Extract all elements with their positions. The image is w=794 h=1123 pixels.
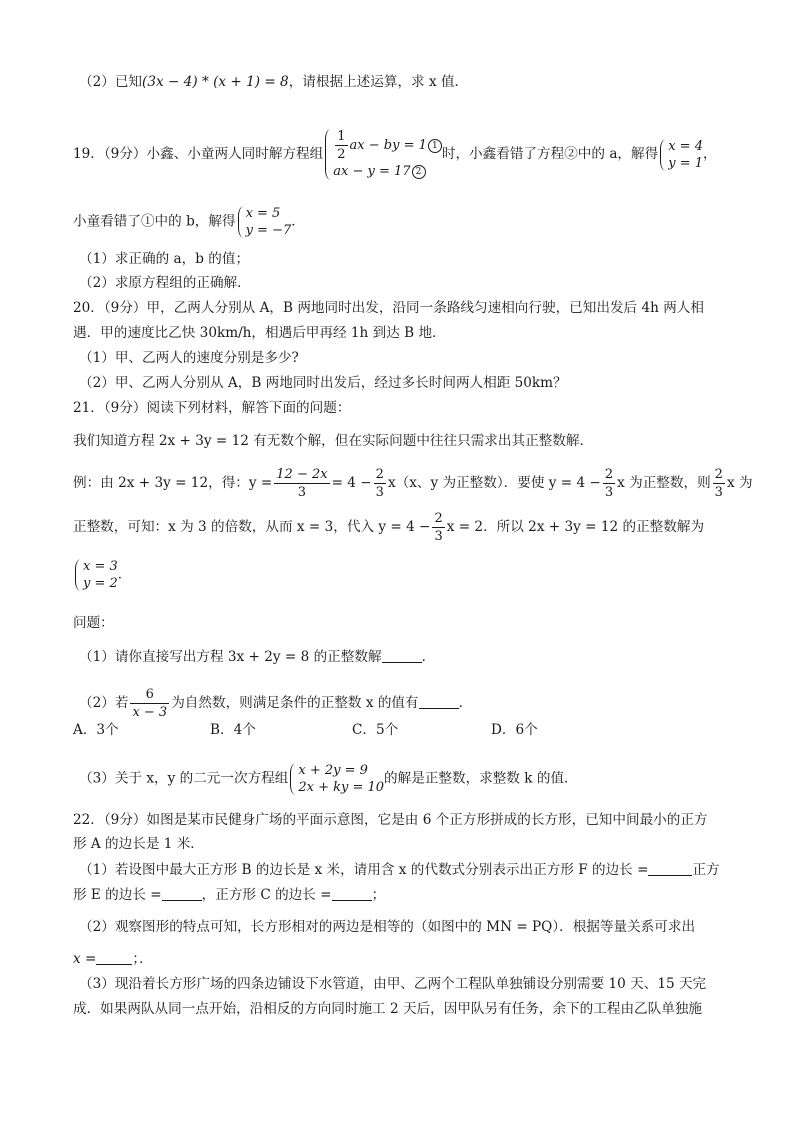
q19-line1 (73, 128, 717, 181)
text: （1）请你直接写出方程 3x + 2y = 8 的正整数解 (79, 649, 382, 665)
fraction (130, 688, 169, 719)
q18-part2-line (79, 73, 468, 91)
numerator: 2 (434, 511, 443, 526)
text: x（x、y 为正整数）．要使 y = 4 − (387, 475, 601, 491)
equation-system (323, 128, 442, 181)
solution-system (73, 558, 118, 592)
text: 时，小鑫看错了方程②中的 a，解得 (441, 146, 659, 162)
system-row-2 (333, 163, 442, 181)
denominator: x − 3 (132, 705, 168, 720)
q21-intro: 我们知道方程 2x + 3y = 12 有无数个解，但在实际问题中往往只需求出其正整数解． (73, 433, 594, 449)
system-row-2: y = 2 (83, 576, 118, 591)
denominator: 3 (604, 485, 614, 500)
text: 正方 (692, 862, 720, 878)
answer-blank[interactable] (96, 950, 132, 965)
denominator: 3 (434, 529, 443, 544)
q21-part1 (79, 648, 435, 666)
system-row-2: y = −7 (245, 223, 292, 238)
numerator: 2 (714, 467, 723, 482)
equation: ax − by = 1 (349, 138, 427, 153)
numerator: 6 (130, 688, 169, 704)
text: （3）关于 x，y 的二元一次方程组 (79, 770, 289, 787)
solution-system (236, 205, 292, 239)
system-row-1 (333, 128, 442, 163)
numerator: 2 (375, 467, 384, 482)
text: （2）已知 (79, 74, 143, 90)
denominator: 3 (297, 485, 307, 500)
text: 例：由 2x + 3y = 12，得：y = (73, 475, 273, 491)
text: 正整数，可知：x 为 3 的倍数，从而 x = 3，代入 y = 4 − (73, 519, 431, 535)
text: ． (117, 566, 132, 583)
q20-part2: （2）甲、乙两人分别从 A，B 两地同时出发后，经过多长时间两人相距 50km？ (79, 375, 567, 391)
q21-example-line2 (73, 512, 704, 543)
q22-part1-line2 (73, 886, 385, 904)
fraction (603, 468, 615, 499)
option-a[interactable]: A．3个 (73, 722, 119, 738)
circled-number: 2 (412, 165, 426, 179)
equation-system (288, 762, 384, 796)
text: 19．（9分）小鑫、小童两人同时解方程组 (73, 146, 324, 162)
q20-line2: 遇．甲的速度比乙快 30km/h，相遇后甲再经 1h 到达 B 地． (73, 325, 446, 341)
text: ． (291, 213, 305, 230)
text: （1）若设图中最大正方形 B 的边长是 x 米，请用含 x 的代数式分别表示出正方形 F 的边长 = (79, 862, 649, 878)
fraction (274, 468, 329, 499)
text: ，请根据上述运算，求 x 值． (288, 74, 469, 90)
text: （2）若 (79, 695, 129, 711)
fraction (335, 130, 347, 161)
q22-part1-line1 (79, 861, 720, 879)
q21-example-solution (73, 558, 131, 592)
answer-blank[interactable] (162, 886, 202, 901)
q22-part2-line1: （2）观察图形的特点可知，长方形相对的两边是相等的（如图中的 MN = PQ）．根据等量关系可求出 (79, 919, 696, 935)
numerator: 1 (337, 129, 346, 144)
system-row-1: x = 5 (245, 206, 281, 221)
system-row-2: y = 1 (668, 155, 703, 171)
fraction (713, 468, 725, 499)
fraction (432, 512, 444, 543)
circled-number: 1 (428, 139, 442, 153)
text: ，正方形 C 的边长 = (201, 887, 332, 903)
text: 小童看错了①中的 b，解得 (73, 213, 236, 230)
q20-part1: （1）甲、乙两人的速度分别是多少? (79, 350, 299, 366)
system-row-1: x = 4 (668, 138, 703, 154)
text: 的解是正整数，求整数 k 的值． (384, 770, 578, 787)
system-row-1: x = 3 (83, 559, 118, 574)
q20-line1: 20．（9分）甲，乙两人分别从 A，B 两地同时出发，沿同一条路线匀速相向行驶，已知出发后 4h 两人相 (73, 300, 704, 316)
q21-part3 (79, 762, 578, 796)
q22-part3-line2: 成．如果两队从同一点开始，沿相反的方向同时施工 2 天后，因甲队另有任务，余下的工程由乙队单独施 (73, 1001, 703, 1017)
denominator: 3 (375, 485, 384, 500)
text: ， (703, 146, 717, 162)
q21-example-line1 (73, 468, 753, 499)
q21-title: 21．（9分）阅读下列材料，解答下面的问题： (73, 400, 351, 416)
q19-part1: （1）求正确的 a，b 的值； (79, 251, 250, 267)
solution-system (658, 138, 703, 172)
q21-part2 (79, 688, 472, 719)
text: = 4 − (331, 475, 372, 491)
q22-part3-line1: （3）现沿着长方形广场的四条边铺设下水管道，由甲、乙两个工程队单独铺设分别需要 10 天、15 天完 (79, 976, 707, 992)
math-expression: (3x − 4) * (x + 1) = 8 (142, 74, 289, 90)
answer-blank[interactable] (419, 694, 459, 709)
option-d[interactable]: D．6个 (491, 722, 538, 738)
text: ；． (132, 951, 153, 967)
system-row-2: 2x + ky = 10 (298, 780, 385, 795)
text: 形 E 的边长 = (73, 887, 162, 903)
system-row-1: x + 2y = 9 (298, 763, 368, 778)
text: 为自然数，则满足条件的正整数 x 的值有 (171, 695, 419, 711)
answer-blank[interactable] (648, 861, 692, 876)
equation: ax − y = 17 (333, 164, 411, 179)
answer-blank[interactable] (382, 648, 422, 663)
option-b[interactable]: B．4个 (210, 722, 256, 738)
denominator: 3 (714, 485, 723, 500)
q19-line2 (73, 205, 305, 239)
text: x = (73, 951, 97, 967)
text: x = 2．所以 2x + 3y = 12 的正整数解为 (446, 519, 705, 535)
text: ． (458, 695, 473, 711)
q19-part2: （2）求原方程组的正确解． (79, 275, 251, 291)
text: x 为正整数，则 (617, 475, 711, 491)
option-c[interactable]: C．5个 (352, 722, 399, 738)
text: ． (421, 649, 436, 665)
answer-blank[interactable] (332, 886, 372, 901)
fraction (374, 468, 386, 499)
q21-questions-label: 问题： (73, 615, 114, 631)
text: x 为 (726, 475, 753, 491)
q22-line2: 形 A 的边长是 1 米． (73, 836, 204, 852)
numerator: 12 − 2x (276, 467, 328, 482)
q22-part2-line2 (73, 950, 153, 968)
text: ； (371, 887, 386, 903)
numerator: 2 (604, 467, 614, 482)
denominator: 2 (337, 147, 346, 162)
q22-line1: 22．（9分）如图是某市民健身广场的平面示意图，它是由 6 个正方形拼成的长方形，已知中间最小的正方 (73, 812, 708, 828)
